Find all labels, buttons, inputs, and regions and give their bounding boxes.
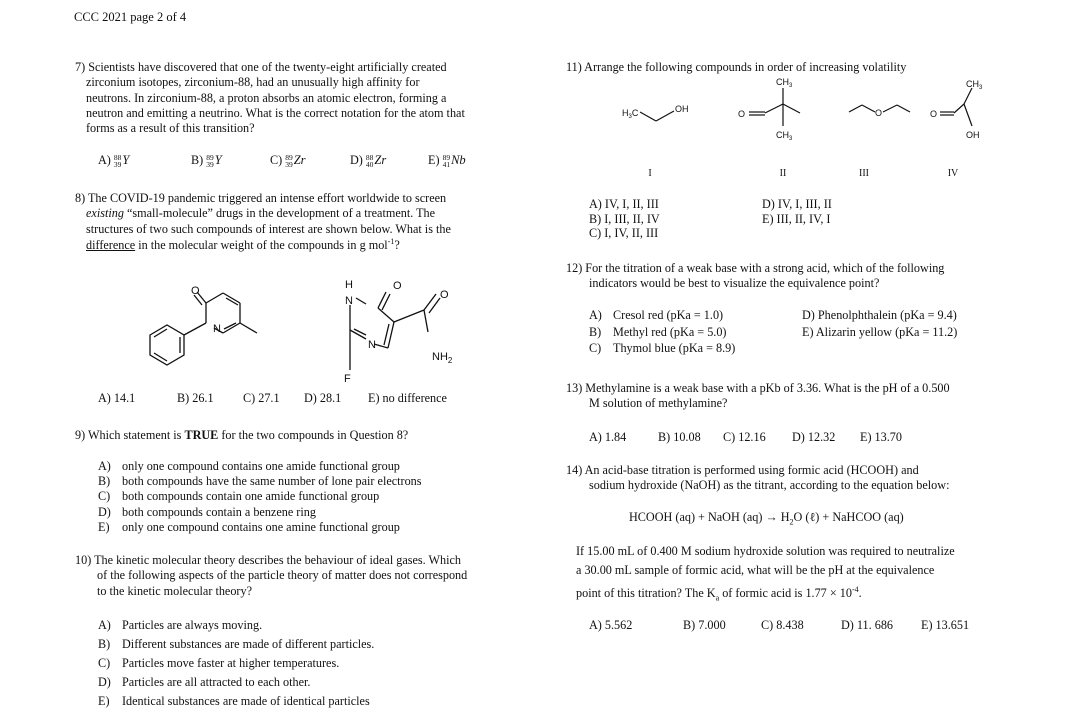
q12-option-e: E) Alizarin yellow (pKa = 11.2) <box>802 324 958 339</box>
q14-option-b: B) 7.000 <box>683 618 726 632</box>
q10-option-e: E) Identical substances are made of identical particles <box>98 694 370 708</box>
q11-label-ii: II <box>779 168 787 179</box>
question-8 <box>75 191 545 253</box>
q10-option-c: C) Particles move faster at higher temperatures. <box>98 656 340 670</box>
atom-f: F <box>344 373 351 385</box>
q7-line: neutron and emitting a neutrino. What is the correct notation for the atom that <box>86 105 465 120</box>
q8-option-b: B) 26.1 <box>177 391 214 405</box>
q13-line: 13) Methylamine is a weak base with a pKb of 3.36. What is the pH of a 0.500 <box>566 381 950 395</box>
q7-line: neutrons. In zirconium-88, a proton absorbs an atomic electron, forming a <box>86 90 447 105</box>
q9-option-c: C) both compounds contain one amide functional group <box>98 489 380 504</box>
q14-line: 14) An acid-base titration is performed using formic acid (HCOOH) and <box>566 463 919 477</box>
q10-line: of the following aspects of the particle theory of matter does not correspond <box>97 568 468 583</box>
q7-option-d: D) 88 40 Zr <box>350 152 387 170</box>
q11-options-left <box>589 197 660 241</box>
q10-options <box>98 616 374 711</box>
q8-line: difference in the molecular weight of the compounds in g mol$^{-1}$? <box>86 236 400 252</box>
q10-line: to the kinetic molecular theory? <box>97 583 252 598</box>
q10-option-d: D) Particles are all attracted to each other. <box>98 675 311 689</box>
q11-label-iii: III <box>859 168 869 179</box>
q12-option-a: A) Cresol red (pKa = 1.0) <box>589 308 724 322</box>
ch3-label: $CH_3$ <box>776 130 793 142</box>
q12-options-left <box>589 307 735 357</box>
oh-label: OH <box>966 130 980 140</box>
atom-h: H <box>345 279 353 291</box>
q11-label-i: I <box>648 168 652 179</box>
atom-o: O <box>393 280 402 292</box>
q13-option-e: E) 13.70 <box>860 430 902 444</box>
atom-n: N <box>368 339 376 351</box>
q12-option-b: B) Methyl red (pKa = 5.0) <box>589 324 727 339</box>
q11-options-right <box>762 197 832 226</box>
q14-option-d: D) 11. 686 <box>841 618 894 632</box>
q14-para-line: point of this titration? The $K_a$ of formic acid is $1.77 \times 10^{-4}$. <box>576 585 862 603</box>
atom-o: O <box>440 289 449 301</box>
q14-para-line: a 30.00 mL sample of formic acid, what will be the pH at the equivalence <box>576 563 935 577</box>
q8-option-d: D) 28.1 <box>304 391 342 405</box>
q13-option-a: A) 1.84 <box>589 430 627 444</box>
q11-option-a: A) IV, I, II, III <box>589 197 659 211</box>
q9-options <box>98 459 422 535</box>
q7-line: forms as a result of this transition? <box>86 121 255 135</box>
q11-option-d: D) IV, I, III, II <box>762 197 832 211</box>
q14-options <box>589 618 1009 634</box>
q10-option-a: A) Particles are always moving. <box>98 618 263 632</box>
q13-option-d: D) 12.32 <box>792 430 836 444</box>
q7-line: zirconium isotopes, zirconium-88, had an unusually high affinity for <box>86 75 420 90</box>
q12-line: 12) For the titration of a weak base with a strong acid, which of the following <box>566 261 945 275</box>
q8-line: existing “small-molecule” drugs in the development of a treatment. The <box>86 206 436 221</box>
q12-option-c: C) Thymol blue (pKa = 8.9) <box>589 341 736 355</box>
q14-line: sodium hydroxide (NaOH) as the titrant, according to the equation below: <box>589 478 950 493</box>
q7-option-e: E) 89 41 Nb <box>428 152 466 170</box>
q14-option-c: C) 8.438 <box>761 618 804 632</box>
q12-options-right <box>802 307 957 340</box>
question-13 <box>566 381 1046 412</box>
atom-o: O <box>930 109 938 119</box>
q14-equation: HCOOH (aq) + NaOH $(aq) \to H_2O$ (ℓ) + NaHCOO (aq) <box>629 510 904 527</box>
oh-label: OH <box>675 104 689 114</box>
atom-o: O <box>738 109 746 119</box>
nh2-label: $NH_2$ <box>432 351 453 365</box>
question-7 <box>75 60 545 136</box>
ch3-label: $CH_3$ <box>966 79 983 91</box>
question-10 <box>75 553 545 599</box>
q14-para-line: If 15.00 mL of 0.400 M sodium hydroxide solution was required to neutralize <box>576 544 955 558</box>
q11-label-iv: IV <box>947 168 959 179</box>
q13-option-c: C) 12.16 <box>723 430 766 444</box>
q8-option-a: A) 14.1 <box>98 391 136 405</box>
q9-option-a: A) only one compound contains one amide functional group <box>98 459 400 473</box>
page-header: CCC 2021 page 2 of 4 <box>74 10 187 24</box>
q9-option-e: E) only one compound contains one amine functional group <box>98 519 400 534</box>
q13-line: M solution of methylamine? <box>589 396 728 411</box>
q7-option-c: C) 89 39 Zr <box>270 152 306 170</box>
atom-n: N <box>213 323 221 335</box>
q14-option-a: A) 5.562 <box>589 618 633 632</box>
atom-o: O <box>191 285 200 297</box>
q9-option-d: D) both compounds contain a benzene ring <box>98 504 316 519</box>
question-11: 11) Arrange the following compounds in order of increasing volatility <box>566 60 907 74</box>
q8-option-e: E) no difference <box>368 391 447 405</box>
h3c-label: $H_3C$ <box>622 108 639 120</box>
q11-option-e: E) III, II, IV, I <box>762 211 831 226</box>
q8-line: 8) The COVID-19 pandemic triggered an intense effort worldwide to screen <box>75 191 447 205</box>
ch3-label: $CH_3$ <box>776 77 793 89</box>
q12-option-d: D) Phenolphthalein (pKa = 9.4) <box>802 308 957 322</box>
question-12 <box>566 261 1046 292</box>
atom-n: N <box>345 295 353 307</box>
question-14 <box>566 463 1046 494</box>
q10-option-b: B) Different substances are made of different particles. <box>98 637 375 651</box>
q13-options <box>589 430 989 446</box>
q8-option-c: C) 27.1 <box>243 391 280 405</box>
q7-option-a: A) 88 39 Y <box>98 152 130 170</box>
q14-paragraph <box>576 542 955 608</box>
q13-option-b: B) 10.08 <box>658 430 701 444</box>
q11-option-b: B) I, III, II, IV <box>589 211 660 226</box>
atom-o: O <box>875 108 883 118</box>
q11-molecule-structures <box>600 74 1000 154</box>
q8-molecule-structures <box>140 272 480 390</box>
q7-line: 7) Scientists have discovered that one of the twenty-eight artificially created <box>75 60 447 74</box>
q12-line: indicators would be best to visualize the equivalence point? <box>589 276 880 291</box>
q11-option-c: C) I, IV, II, III <box>589 226 659 240</box>
q7-option-b: B) 89 39 Y <box>191 152 222 170</box>
question-9: 9) Which statement is TRUE for the two compounds in Question 8? <box>75 428 409 442</box>
q10-line: 10) The kinetic molecular theory describes the behaviour of ideal gases. Which <box>75 553 462 567</box>
q8-line: structures of two such compounds of interest are shown below. What is the <box>86 221 451 236</box>
q9-option-b: B) both compounds have the same number of lone pair electrons <box>98 474 422 489</box>
q14-option-e: E) 13.651 <box>921 618 970 632</box>
